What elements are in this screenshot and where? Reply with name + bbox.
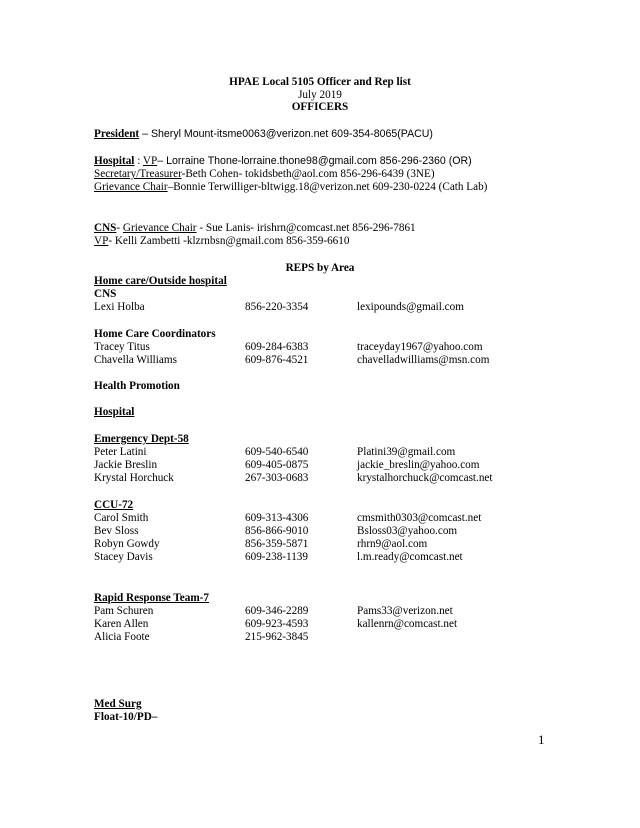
cns-vp-line [94,235,349,248]
cns-label: CNS [94,222,117,234]
grievance-label: Grievance Chair [94,181,168,193]
rep-email: Pams33@verizon.net [357,605,453,617]
cns-vp-text: - Kelli Zambetti -klzrnbsn@gmail.com 856-359-6610 [108,235,350,247]
cns-grievance-label: Grievance Chair [122,222,197,234]
hospital-vp-line [94,155,472,168]
rep-name: Carol Smith [94,512,149,524]
rep-name: Jackie Breslin [94,459,158,471]
secretary-label: Secretary/Treasurer [94,168,182,180]
section-float: Float-10/PD– [94,711,158,723]
secretary-text: -Beth Cohen- tokidsbeth@aol.com 856-296-6439 (3NE) [181,168,435,180]
rep-email: chavelladwilliams@msn.com [357,354,490,366]
reps-heading: REPS by Area [285,262,355,274]
cns-vp-label: VP [94,235,109,247]
section-med-surg: Med Surg [94,698,142,710]
section-health-promotion: Health Promotion [94,380,180,392]
rep-phone: 609-238-1139 [245,551,308,563]
rep-email: kallenrn@comcast.net [357,618,458,630]
rep-phone: 856-220-3354 [245,301,309,313]
page-number: 1 [538,732,545,747]
rep-name: Robyn Gowdy [94,538,160,550]
rep-email: rhrn9@aol.com [357,538,428,550]
rep-name: Krystal Horchuck [94,472,174,484]
rep-email: jackie_breslin@yahoo.com [357,459,480,471]
rep-phone: 856-866-9010 [245,525,309,537]
rep-phone: 609-540-6540 [245,446,309,458]
document-date: July 2019 [298,89,342,101]
section-home-care-coordinators: Home Care Coordinators [94,328,216,340]
officers-heading: OFFICERS [291,101,349,113]
grievance-line [94,181,487,194]
rep-name: Alicia Foote [94,631,150,643]
rep-name: Karen Allen [94,618,149,630]
rep-email: cmsmith0303@comcast.net [357,512,482,524]
rep-email: l.m.ready@comcast.net [357,551,463,563]
rep-name: Pam Schuren [94,605,154,617]
section-hospital: Hospital [94,406,135,418]
rep-name: Stacey Davis [94,551,153,563]
vp-text: – Lorraine Thone-lorraine.thone98@gmail.com 856-296-2360 (OR) [157,155,472,167]
rep-email: krystalhorchuck@comcast.net [357,472,493,484]
president-line [94,128,433,141]
vp-label: VP [142,155,158,167]
president-text: – Sheryl Mount-itsme0063@verizon.net 609-354-8065(PACU) [139,128,433,140]
rep-phone: 609-284-6383 [245,341,309,353]
rep-phone: 856-359-5871 [245,538,309,550]
rep-email: traceyday1967@yahoo.com [357,341,483,353]
rep-phone: 609-876-4521 [245,354,309,366]
section-ccu: CCU-72 [94,499,134,511]
rep-name: Chavella Williams [94,354,177,366]
president-label: President [94,128,140,140]
rep-phone: 609-405-0875 [245,459,309,471]
hospital-sep: : [134,155,143,167]
rep-email: Platini39@gmail.com [357,446,456,458]
cns-grievance-text: - Sue Lanis- irishrn@comcast.net 856-296-7861 [196,222,416,234]
rep-name: Peter Latini [94,446,147,458]
cns-grievance-line [94,222,416,235]
secretary-line [94,168,435,181]
rep-phone: 609-923-4593 [245,618,309,630]
section-homecare: Home care/Outside hospital [94,275,227,287]
cns-sep: - [116,222,123,234]
section-rapid-response: Rapid Response Team-7 [94,592,210,604]
rep-name: Tracey Titus [94,341,150,353]
rep-phone: 609-313-4306 [245,512,309,524]
hospital-label: Hospital [94,155,135,167]
rep-phone: 215-962-3845 [245,631,309,643]
rep-email: Bsloss03@yahoo.com [357,525,458,537]
rep-name: Bev Sloss [94,525,139,537]
rep-email: lexipounds@gmail.com [357,301,464,313]
document-title: HPAE Local 5105 Officer and Rep list [229,76,411,88]
section-cns: CNS [94,288,117,300]
rep-name: Lexi Holba [94,301,145,313]
rep-phone: 609-346-2289 [245,605,309,617]
rep-phone: 267-303-0683 [245,472,309,484]
grievance-text: –Bonnie Terwilliger-bltwigg.18@verizon.net 609-230-0224 (Cath Lab) [167,181,488,193]
section-emergency-dept: Emergency Dept-58 [94,433,189,445]
